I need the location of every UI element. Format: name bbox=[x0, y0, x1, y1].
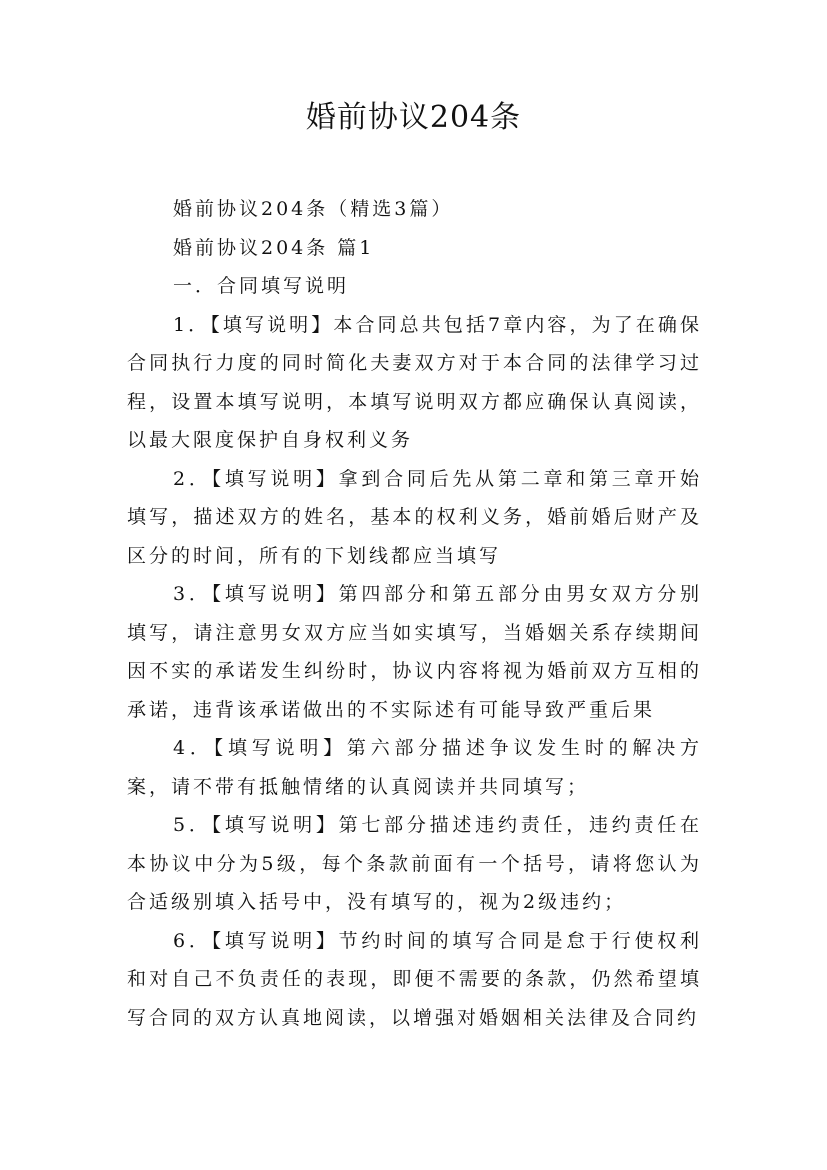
instruction-item-1: 1．【填写说明】本合同总共包括7章内容，为了在确保合同执行力度的同时简化夫妻双方对于本合同的法律学习过程，设置本填写说明，本填写说明双方都应确保认真阅读，以最大限度保护自身权利义务 bbox=[127, 313, 702, 451]
document-body bbox=[127, 190, 702, 1037]
section-heading: 婚前协议204条 篇1 bbox=[173, 236, 375, 259]
document-subtitle: 婚前协议204条（精选3篇） bbox=[173, 198, 454, 220]
part-heading: 一．合同填写说明 bbox=[173, 275, 350, 297]
instruction-item-4: 4．【填写说明】第六部分描述争议发生时的解决方案，请不带有抵触情绪的认真阅读并共同填写； bbox=[127, 737, 702, 798]
instruction-item-5: 5．【填写说明】第七部分描述违约责任，违约责任在本协议中分为5级，每个条款前面有一个括号，请将您认为合适级别填入括号中，没有填写的，视为2级违约； bbox=[127, 814, 702, 913]
instruction-item-2: 2．【填写说明】拿到合同后先从第二章和第三章开始填写，描述双方的姓名，基本的权利义务，婚前婚后财产及区分的时间，所有的下划线都应当填写 bbox=[127, 467, 702, 567]
instruction-item-6: 6．【填写说明】节约时间的填写合同是怠于行使权利和对自己不负责任的表现，即便不需要的条款，仍然希望填写合同的双方认真地阅读，以增强对婚姻相关法律及合同约 bbox=[127, 929, 702, 1029]
document-title: 婚前协议204条 bbox=[305, 100, 522, 135]
instruction-item-3: 3．【填写说明】第四部分和第五部分由男女双方分别填写，请注意男女双方应当如实填写，当婚姻关系存续期间因不实的承诺发生纠纷时，协议内容将视为婚前双方互相的承诺，违背该承诺做出的不实际述有可能导致严重后果 bbox=[127, 583, 702, 721]
